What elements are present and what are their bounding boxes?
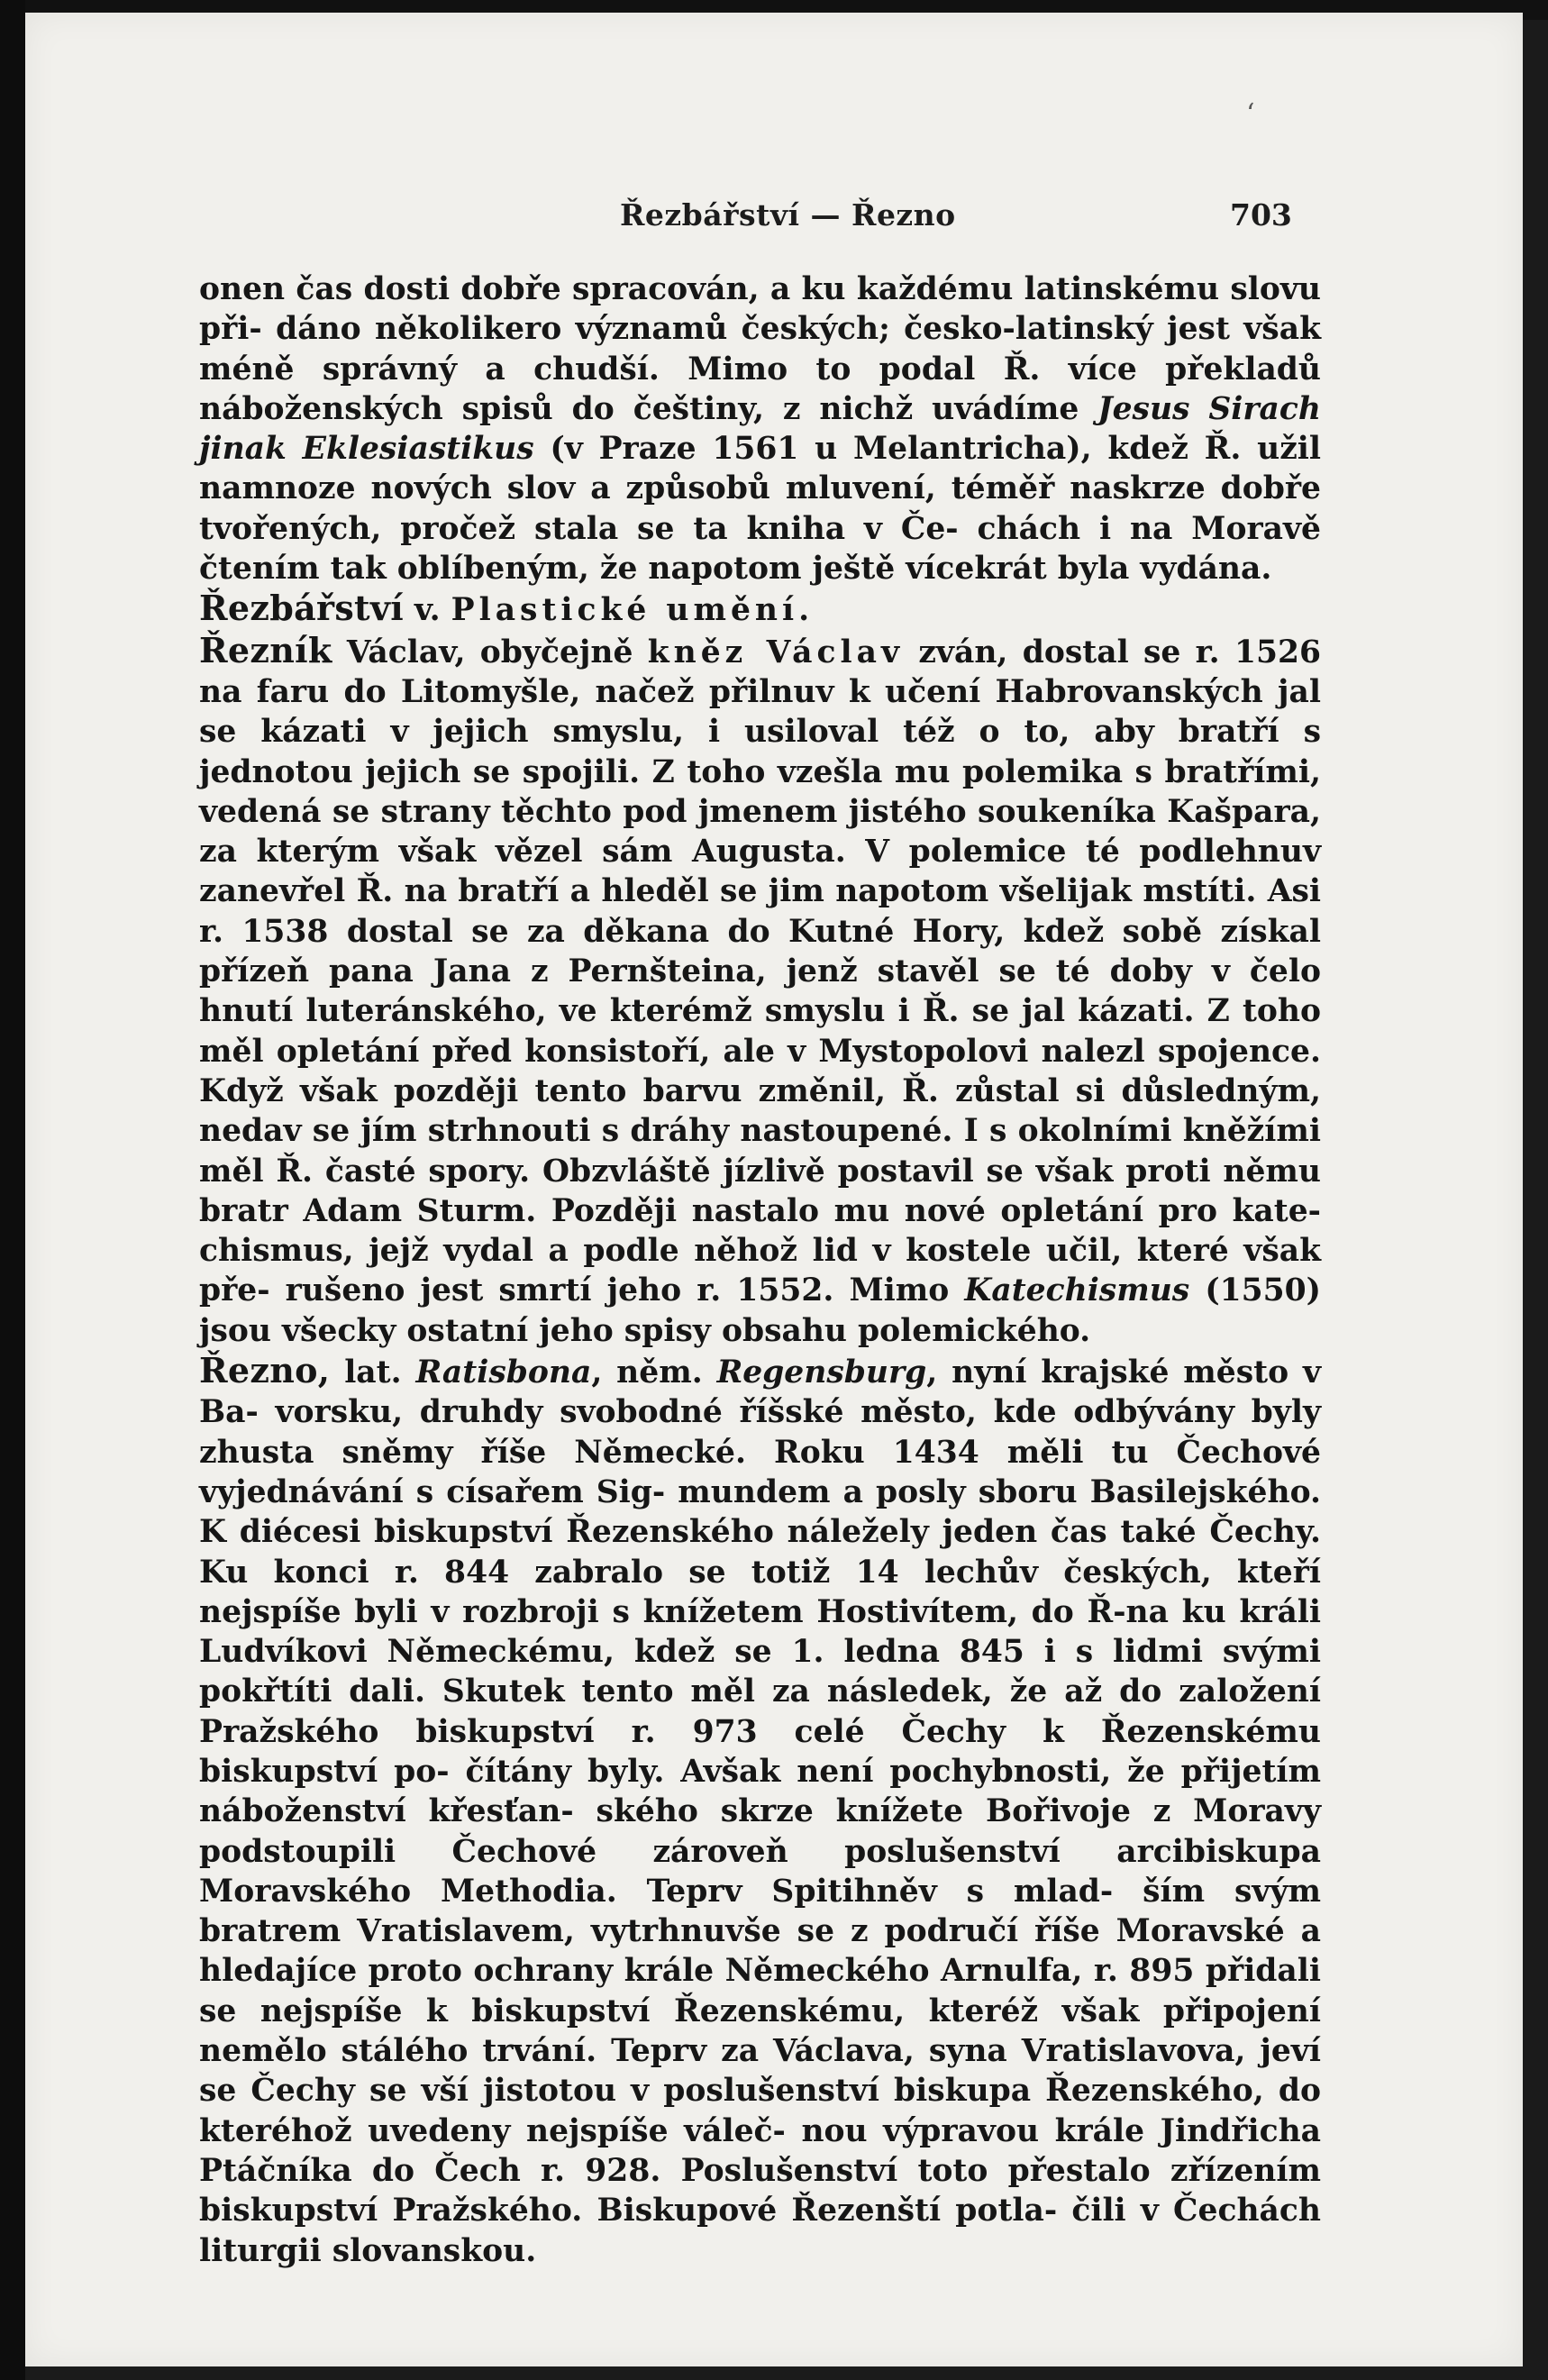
continuation-paragraph (199, 269, 1321, 588)
text-fragment: Václav, obyčejně (346, 634, 633, 670)
text-line: Ř-na ku králi Ludvíkovi Německému, kdež se 1. ledna 845 i s lidmi (199, 1593, 1322, 1671)
text-line: kázati v jejich smyslu, i usiloval též o to, aby bratří s jednotou jejich (199, 714, 1321, 790)
text-line: čili v Čechách liturgii slovanskou. (199, 2193, 1321, 2269)
text-fragment: lat. (344, 1354, 402, 1391)
book-page (25, 13, 1523, 2366)
text-line: stavěl se té doby v čelo hnutí luteránského, ve kterémž smyslu i Ř. (199, 953, 1321, 1030)
scan-edge-left (0, 0, 25, 2380)
text-line: se spojili. Z toho vzešla mu polemika s bratřími, vedená se strany (199, 753, 1321, 830)
text-line: češtiny, z nichž uvádíme (633, 390, 1098, 427)
scan-speck: ‘ (1246, 98, 1255, 130)
text-line: mluvení, téměř naskrze dobře tvořených, pročež stala se ta kniha v Če- (199, 470, 1322, 547)
entry-headword: Řezník (199, 629, 332, 670)
page-number: 703 (1230, 197, 1292, 233)
text-line: byla vydána. (1057, 551, 1272, 588)
entry-headword: Řezno, (199, 1350, 331, 1391)
text-line: toto přestalo zřízením biskupství Pražského. Biskupové Řezenští potla- (199, 2152, 1322, 2230)
entry-rezbarstvi (199, 588, 1321, 630)
text-line: 1561 u Melantricha), kdež Ř. užil namnoze nových slov a způsobů (199, 431, 1321, 507)
text-fragment: zván, dostal se r. 1526 (918, 634, 1321, 670)
text-line: chismus, jejž vydal a podle něhož lid v kostele učil, které však pře- (199, 1233, 1321, 1309)
text-line: Kutné Hory, kdež sobě získal přízeň pana Jana z Pernšteina, jenž (199, 913, 1321, 990)
text-line: svými pokřtíti dali. Skutek tento měl za následek, že až do založení (199, 1634, 1321, 1710)
text-line: čítány byly. Avšak není pochybnosti, že přijetím náboženství křesťan- (199, 1753, 1321, 1830)
text-line: ším svým bratrem Vratislavem, vytrhnuvše se z područí říše Moravské (199, 1873, 1321, 1950)
text-line: na faru do Litomyšle, načež přilnuv k učení Habrovanských jal se (199, 673, 1321, 751)
entry-reznik (199, 631, 1321, 1351)
text-line: rušeno jest smrtí jeho r. 1552. Mimo (285, 1272, 965, 1309)
text-line: trvání. Teprv za Václava, syna Vratislavova, jeví se Čechy se vší jistotou (199, 2033, 1321, 2110)
text-line: němu bratr Adam Sturm. Později nastalo mu nové opletání pro kate- (199, 1153, 1321, 1229)
text-line: důsledným, nedav se jím strhnouti s dráhy nastoupené. I s okolními (199, 1072, 1321, 1150)
text-line: a hledajíce proto ochrany krále Německého Arnulfa, r. 895 přidali se (199, 1913, 1321, 2029)
italic-title: Jesus Sirach jinak Eklesiastikus (199, 390, 1322, 468)
text-line: těchto pod jmenem jistého soukeníka Kašpara, za kterým však vězel (199, 793, 1321, 871)
text-line: a chudší. Mimo to podal Ř. více překladů náboženských spisů do (199, 351, 1322, 427)
text-line: se jim napotom všelijak mstíti. Asi r. 1538 dostal se za děkana do (199, 873, 1321, 950)
text-line: sám Augusta. V polemice té podlehnuv zanevřel Ř. na bratří a hleděl (199, 834, 1322, 910)
running-header (25, 197, 1523, 233)
text-line: poslušenství arcibiskupa Moravského Methodia. Teprv Spitihněv s mlad- (199, 1833, 1321, 1910)
entry-rezno (199, 1351, 1321, 2271)
text-line: mundem a posly sboru Basilejského. K diécesi biskupství Řezenského (199, 1473, 1321, 1551)
text-line: dáno několikero významů českých; česko-latinský jest však méně správný (199, 311, 1321, 388)
text-line: vorsku, druhdy svobodné říšské město, kde odbývány byly zhusta sněmy (199, 1394, 1322, 1471)
text-line: Pražského biskupství r. 973 celé Čechy k Řezenskému biskupství po- (199, 1713, 1321, 1790)
cross-ref-prefix: v. (414, 592, 441, 629)
text-line: v poslušenství biskupa Řezenského, do kteréhož uvedeny nejspíše váleč- (199, 2073, 1321, 2149)
text-fragment: (v Praze (533, 431, 697, 468)
text-line: říše Německé. Roku 1434 měli tu Čechové vyjednávání s císařem Sig- (199, 1434, 1321, 1510)
text-fragment: (1550) jsou všecky (199, 1272, 1321, 1349)
text-line: se jal kázati. Z toho měl opletání před konsistoří, ale v Mystopolovi (199, 993, 1321, 1070)
text-fragment: , něm. (591, 1354, 703, 1391)
text-line: nejspíše k biskupství Řezenskému, kteréž však připojení nemělo stálého (199, 1992, 1321, 2070)
german-name: Regensburg (716, 1354, 927, 1391)
text-line: náležely jeden čas také Čechy. Ku konci r. 844 zabralo se totiž 14 (199, 1514, 1321, 1591)
text-line: ostatní jeho spisy obsahu polemického. (406, 1312, 1091, 1349)
text-line: onen čas dosti dobře spracován, a ku každému latinskému slovu při- (199, 271, 1321, 348)
text-fragment: , nyní krajské město v Ba- (199, 1354, 1322, 1431)
text-line: ského skrze knížete Bořivoje z Moravy podstoupili Čechové zároveň (199, 1793, 1321, 1870)
text-line: lechův českých, kteří nejspíše byli v rozbroji s knížetem Hostivítem, do (199, 1554, 1322, 1630)
spaced-name: kněz Václav (647, 634, 905, 670)
text-line: nou výpravou krále Jindřicha Ptáčníka do Čech r. 928. Poslušenství (199, 2112, 1322, 2189)
page-body (199, 269, 1321, 2271)
running-head-title: Řezbářství — Řezno (620, 197, 956, 233)
text-line: kněžími měl Ř. časté spory. Obzvláště jízlivě postavil se však proti (199, 1113, 1321, 1190)
entry-headword: Řezbářství (199, 588, 405, 629)
text-line: chách i na Moravě čtením tak oblíbeným, že napotom ještě vícekrát (199, 510, 1321, 588)
text-line: nalezl spojence. Když však později tento barvu změnil, Ř. zůstal si (199, 1033, 1321, 1109)
cross-ref-target: Plastické umění. (451, 592, 815, 629)
latin-name: Ratisbona (415, 1354, 592, 1391)
italic-title: Katechismus (964, 1272, 1190, 1309)
